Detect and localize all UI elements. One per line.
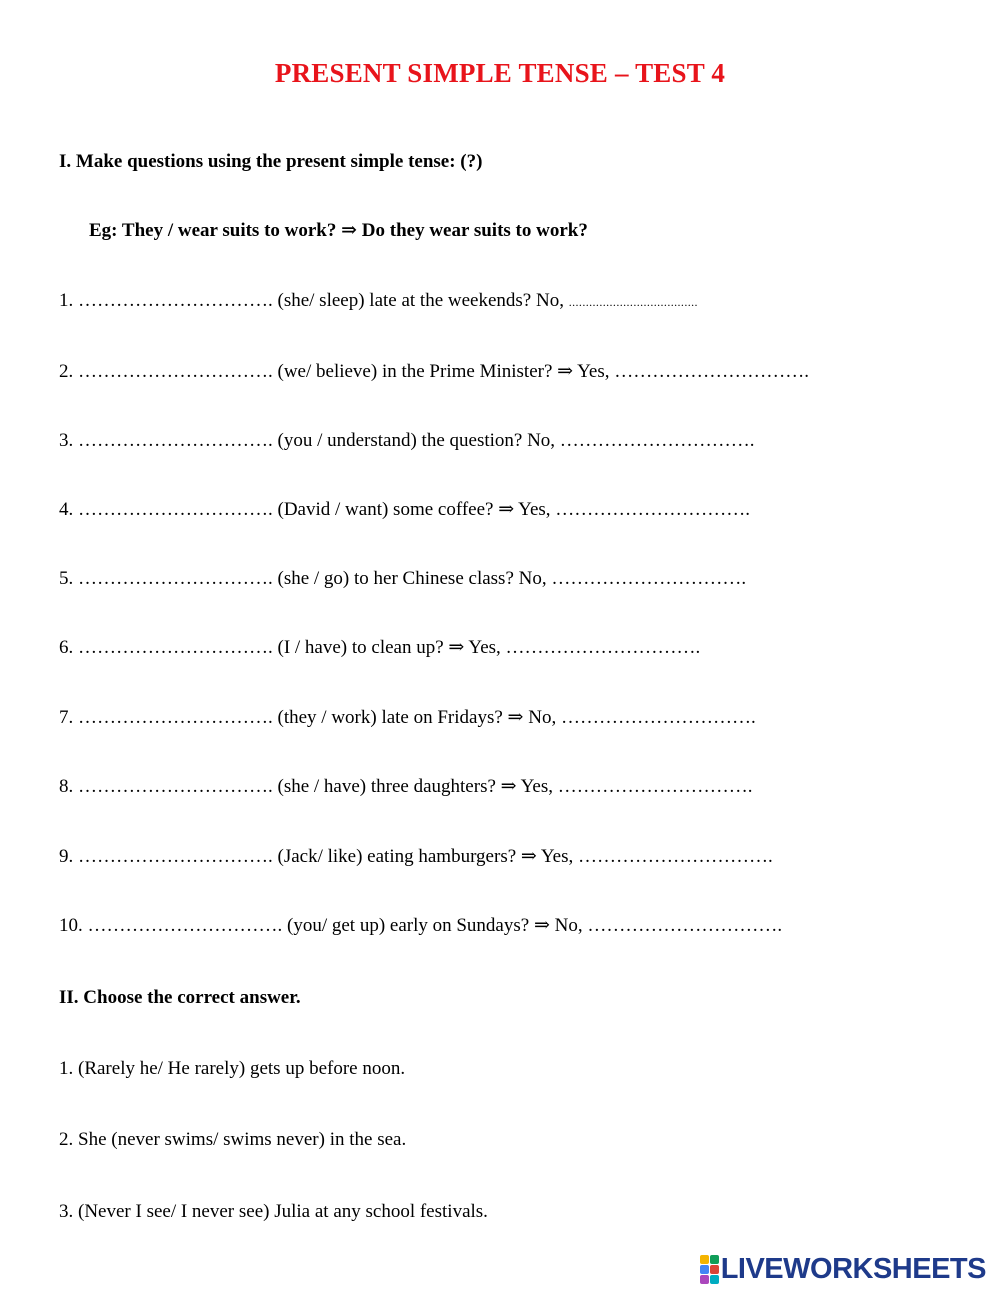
question-8[interactable]: 8. …………………………. (she / have) three daughters? ⇒ Yes, …………………………. [59, 776, 753, 797]
logo-block [700, 1265, 709, 1274]
question-7[interactable]: 7. …………………………. (they / work) late on Fridays? ⇒ No, …………………………. [59, 707, 756, 728]
choice-1[interactable]: 1. (Rarely he/ He rarely) gets up before noon. [59, 1058, 406, 1079]
section-2-heading: II. Choose the correct answer. [59, 987, 301, 1008]
question-9[interactable]: 9. …………………………. (Jack/ like) eating hamburgers? ⇒ Yes, …………………………. [59, 846, 773, 867]
liveworksheets-logo-icon [700, 1255, 719, 1284]
liveworksheets-logo-text: LIVEWORKSHEETS [720, 1252, 986, 1285]
logo-block [710, 1255, 719, 1264]
section-1-heading: I. Make questions using the present simple tense: (?) [59, 151, 483, 172]
section-1-example: Eg: They / wear suits to work? ⇒ Do they wear suits to work? [89, 220, 588, 241]
logo-block [700, 1275, 709, 1284]
question-3[interactable]: 3. …………………………. (you / understand) the question? No, …………………………. [59, 430, 755, 451]
logo-block [700, 1255, 709, 1264]
question-1-text: 1. …………………………. (she/ sleep) late at the weekends? No, [59, 290, 569, 311]
question-2[interactable]: 2. …………………………. (we/ believe) in the Prime Minister? ⇒ Yes, …………………………. [59, 361, 809, 382]
question-6[interactable]: 6. …………………………. (I / have) to clean up? ⇒ Yes, …………………………. [59, 637, 701, 658]
question-1 [59, 289, 698, 314]
worksheet-title: PRESENT SIMPLE TENSE – TEST 4 [274, 58, 726, 88]
question-10[interactable]: 10. …………………………. (you/ get up) early on Sundays? ⇒ No, …………………………. [59, 915, 783, 936]
question-5[interactable]: 5. …………………………. (she / go) to her Chinese class? No, …………………………. [59, 568, 747, 589]
choice-3[interactable]: 3. (Never I see/ I never see) Julia at any school festivals. [59, 1201, 488, 1222]
logo-block [710, 1275, 719, 1284]
logo-block [710, 1265, 719, 1274]
question-4[interactable]: 4. …………………………. (David / want) some coffee? ⇒ Yes, …………………………. [59, 499, 751, 520]
choice-2[interactable]: 2. She (never swims/ swims never) in the sea. [59, 1129, 407, 1150]
liveworksheets-logo[interactable] [700, 1254, 986, 1284]
question-1-answer-blank[interactable]: ...................................... [568, 295, 698, 309]
